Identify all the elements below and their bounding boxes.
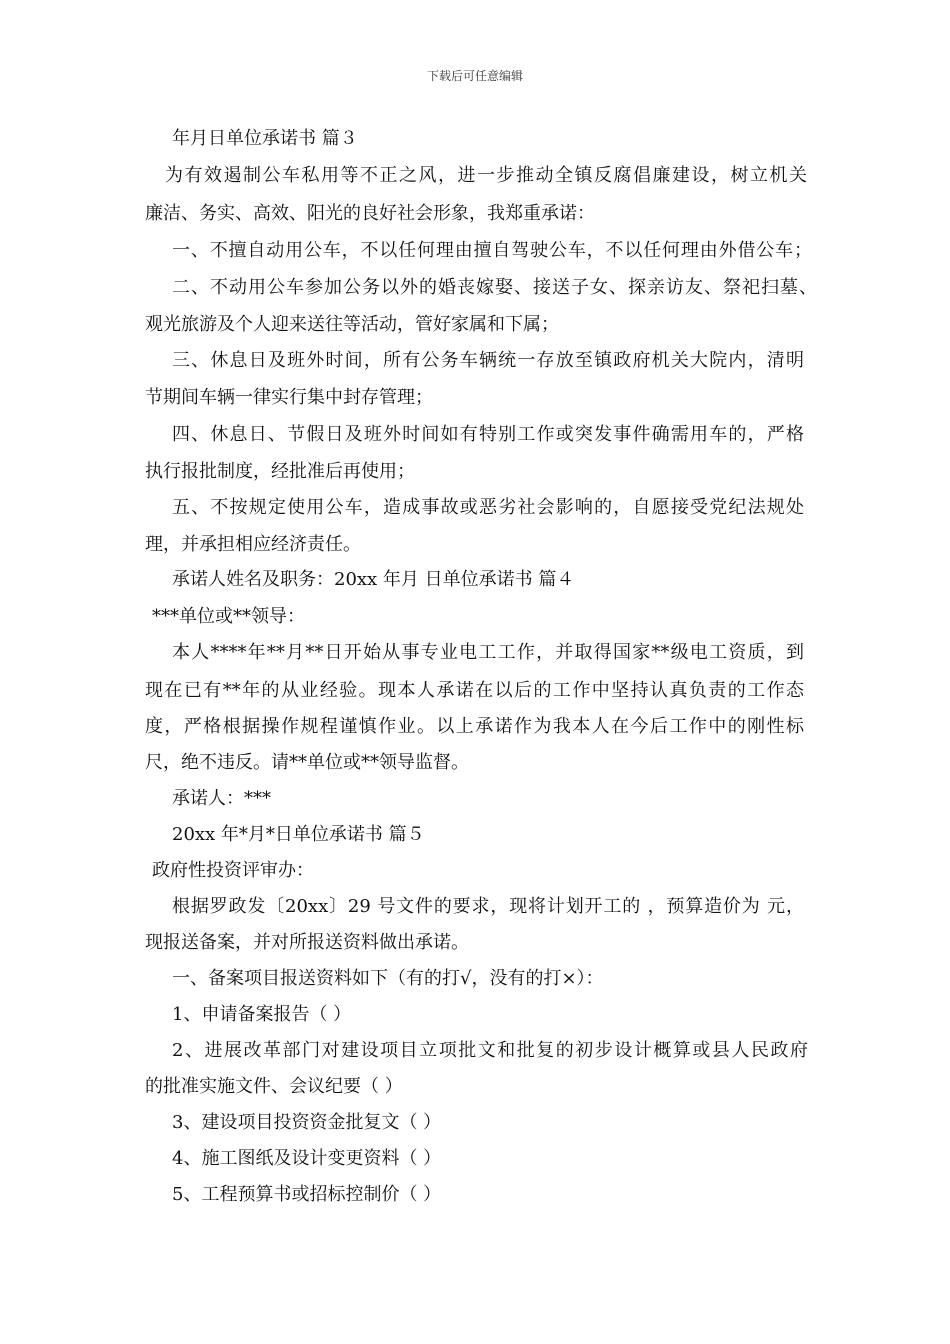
paragraph-line: 执行报批制度，经批准后再使用； [145, 461, 415, 482]
section-title: 年月日单位承诺书 篇３ [172, 128, 358, 149]
paragraph-line: 观光旅游及个人迎来送往等活动，管好家属和下属； [145, 314, 559, 335]
paragraph-line: 根据罗政发〔20xx〕29 号文件的要求，现将计划开工的 ，预算造价为 元， [172, 896, 804, 917]
paragraph-line: 本人****年**月**日开始从事专业电工工作，并取得国家**级电工资质，到 [172, 642, 804, 663]
list-item: 3、建设项目投资资金批复文（ ） [172, 1112, 442, 1133]
paragraph-line: 二、不动用公车参加公务以外的婚丧嫁娶、接送子女、探亲访友、祭祀扫墓、 [172, 277, 817, 298]
paragraph-line: 为有效遏制公车私用等不正之风，进一步推动全镇反腐倡廉建设，树立机关 [165, 165, 807, 186]
list-item: 1、申请备案报告（ ） [172, 1004, 352, 1025]
paragraph-line: 三、休息日及班外时间，所有公务车辆统一存放至镇政府机关大院内，清明 [172, 350, 804, 371]
paragraph-line: 一、不擅自动用公车，不以任何理由擅自驾驶公车，不以任何理由外借公车； [172, 240, 812, 261]
paragraph-line: 现报送备案，并对所报送资料做出承诺。 [145, 932, 469, 953]
paragraph-line: 五、不按规定使用公车，造成事故或恶劣社会影响的，自愿接受党纪法规处 [172, 497, 804, 518]
list-item: 4、施工图纸及设计变更资料（ ） [172, 1148, 442, 1169]
paragraph-line: 现在已有**年的从业经验。现本人承诺在以后的工作中坚持认真负责的工作态 [145, 680, 804, 701]
signature-line: 承诺人：*** [172, 788, 271, 809]
list-heading: 一、备案项目报送资料如下（有的打√，没有的打×）： [172, 968, 604, 989]
list-item: 5、工程预算书或招标控制价（ ） [172, 1184, 442, 1205]
section-title: 承诺人姓名及职务：20xx 年月 日单位承诺书 篇４ [172, 569, 575, 590]
paragraph-line: 节期间车辆一律实行集中封存管理； [145, 387, 433, 408]
addressee-line: 政府性投资评审办： [152, 860, 314, 881]
list-item: 2、进展改革部门对建设项目立项批文和批复的初步设计概算或县人民政府 [172, 1040, 808, 1061]
list-item-continuation: 的批准实施文件、会议纪要（ ） [145, 1076, 403, 1097]
paragraph-line: 尺，绝不违反。请**单位或**领导监督。 [145, 752, 469, 773]
paragraph-line: 度，严格根据操作规程谨慎作业。以上承诺作为我本人在今后工作中的刚性标 [145, 716, 804, 737]
addressee-line: ***单位或**领导： [152, 606, 305, 627]
section-title: 20xx 年*月*日单位承诺书 篇５ [172, 824, 425, 845]
paragraph-line: 廉洁、务实、高效、阳光的良好社会形象，我郑重承诺： [145, 203, 595, 224]
paragraph-line: 理，并承担相应经济责任。 [145, 534, 361, 555]
paragraph-line: 四、休息日、节假日及班外时间如有特别工作或突发事件确需用车的，严格 [172, 424, 804, 445]
page-header-note: 下载后可任意编辑 [426, 69, 523, 83]
